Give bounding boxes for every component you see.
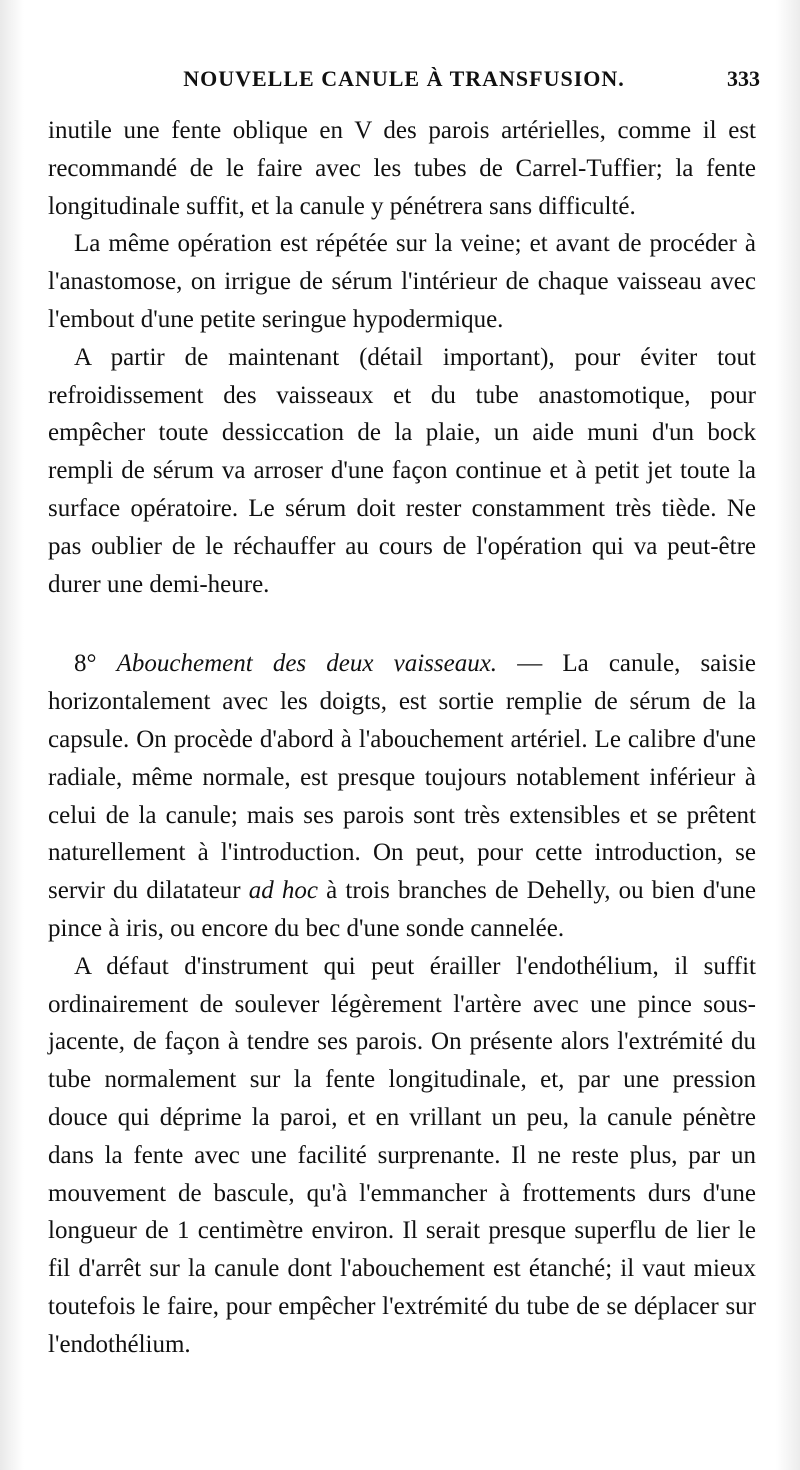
section-text-part-1: — La canule, saisie horizontalement avec les doigts, est sortie remplie de sérum de la capsule. On procède d'abord à l'abouchement artériel. Le calibre d'une radiale, même normale, est presque toujours notablement inférieur à celui de la canule; mais ses parois sont très extensibles et se prêtent naturellement à l'introduction. On peut, pour cette introduction, se servir du dilatateur	[48, 650, 756, 905]
section-text-part-2: à trois branches de Dehelly, ou bien d'une pince à iris, ou encore du bec d'une sonde cannelée.	[48, 877, 757, 942]
page-number: 333	[727, 66, 760, 91]
page-header	[48, 62, 760, 102]
italic-term: ad hoc	[248, 877, 318, 905]
section-heading: Abouchement des deux vaisseaux.	[116, 650, 498, 678]
paragraph-continuation: inutile une fente oblique en V des parois artérielles, comme il est recommandé de le faire avec les tubes de Carrel-Tuffier; la fente longitudinale suffit, et la canule y pénétrera sans difficulté.	[48, 117, 756, 220]
paragraph-serum-irrigation: A partir de maintenant (détail important), pour éviter tout refroidissement des vaisseaux et du tube anastomotique, pour empêcher toute dessiccation de la plaie, un aide muni d'un bock rempli de sérum va arroser d'une façon continue et à petit jet toute la surface opératoire. Le sérum doit rester constamment très tiède. Ne pas oublier de le réchauffer au cours de l'opération qui va peut-être durer une demi-heure.	[48, 343, 756, 598]
section-number: 8°	[74, 650, 97, 678]
page-body	[48, 112, 756, 1364]
section-abouchement	[48, 645, 756, 947]
paragraph-technique: A défaut d'instrument qui peut érailler l'endothélium, il suffit ordinairement de soulever légèrement l'artère avec une pince sous-jacente, de façon à tendre ses parois. On présente alors l'extrémité du tube normalement sur la fente longitudinale, et, par une pression douce qui déprime la paroi, et en vrillant un peu, la canule pénètre dans la fente avec une facilité surprenante. Il ne reste plus, par un mouvement de bascule, qu'à l'emmancher à frottements durs d'une longueur de 1 centimètre environ. Il serait presque superflu de lier le fil d'arrêt sur la canule dont l'abouchement est étanché; il vaut mieux toutefois le faire, pour empêcher l'extrémité du tube de se déplacer sur l'endothélium.	[48, 952, 756, 1358]
paragraph-irrigation: La même opération est répétée sur la veine; et avant de procéder à l'anastomose, on irrigue de sérum l'intérieur de chaque vaisseau avec l'embout d'une petite seringue hypodermique.	[48, 230, 756, 333]
running-title: NOUVELLE CANULE À TRANSFUSION.	[183, 66, 625, 91]
